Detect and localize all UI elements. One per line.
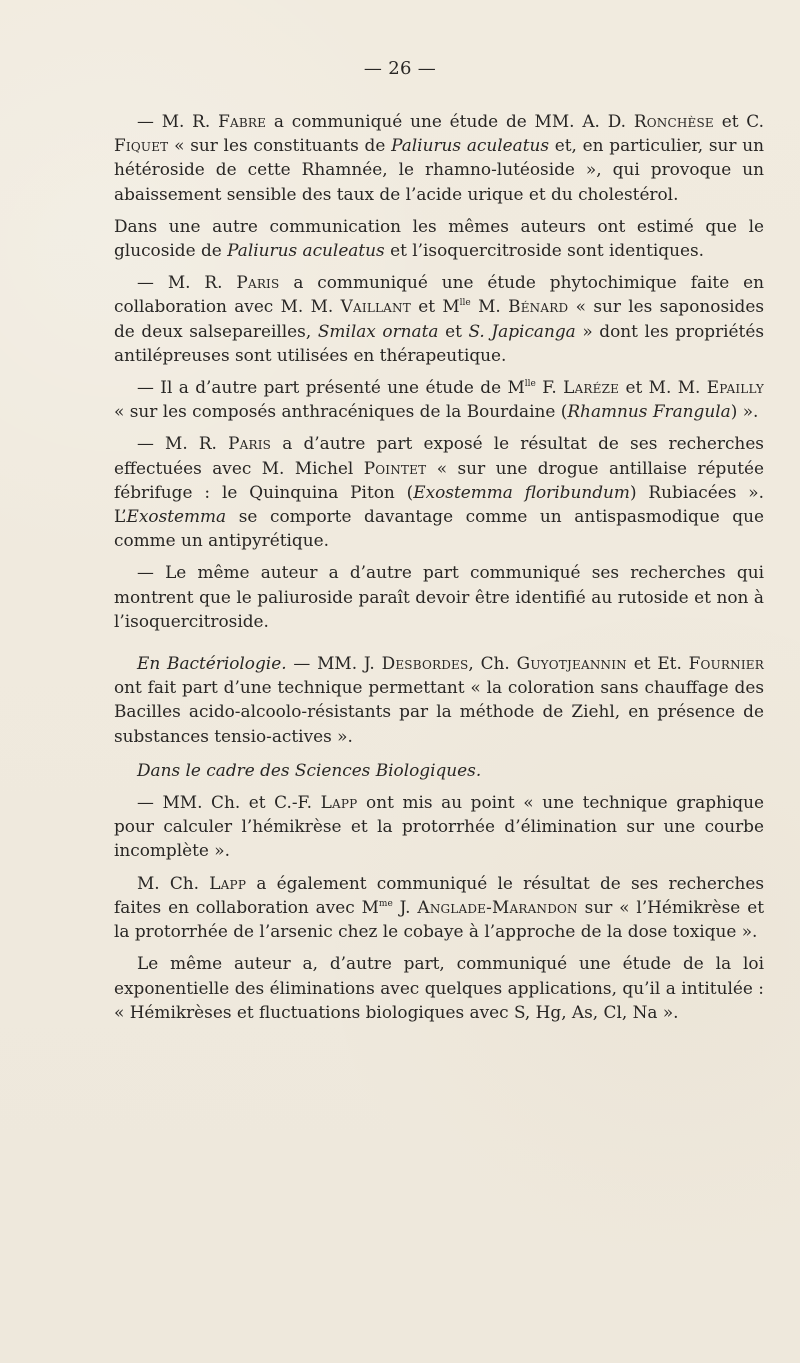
author-name: Laréze xyxy=(563,377,620,398)
paragraph-fabre-communication xyxy=(114,109,764,206)
species-name: Smilax ornata xyxy=(317,320,439,341)
paragraph-text: ) Rubiacées ». L’ xyxy=(114,481,765,527)
author-name: Paris xyxy=(228,433,272,454)
author-name: Fournier xyxy=(688,653,764,674)
paragraph-text: et l’isoquercitroside sont identiques. xyxy=(384,240,705,261)
paragraph-text: Dans une autre communication les mêmes auteurs ont estimé que le glucoside de xyxy=(114,215,764,261)
paragraph-text: M. Ch. xyxy=(137,872,210,893)
author-name: Lapp xyxy=(209,872,247,893)
paragraph-text: ) ». xyxy=(730,401,759,422)
paragraph-text: a communiqué une étude phytochimique faite en collaboration avec M. M. xyxy=(114,272,764,317)
section-heading-biological-sciences xyxy=(114,758,764,782)
author-name: Fiquet xyxy=(114,135,169,156)
paragraph-text: ont fait part d’une technique permettant « la coloration sans chauffage des Bacilles acido-alcoolo-résistants par la méthode de Ziehl, en présence de substances tensio-actives ». xyxy=(114,677,764,746)
paragraph-text: et C. xyxy=(713,111,764,131)
paragraph-text: « sur les constituants de xyxy=(168,135,392,156)
paragraph-text: et, en particulier, sur un hétéroside de cette Rhamnée, le rhamno-lutéoside », qui provoque un abaissement sensible des taux de l’acide urique et du cholestérol. xyxy=(114,135,765,204)
paragraph-dash: — xyxy=(137,111,162,131)
species-name: Paliurus aculeatus xyxy=(391,135,550,156)
paragraph-text: et M xyxy=(410,296,460,317)
paragraph-text: M. R. xyxy=(161,111,219,131)
species-name: Exostemma floribundum xyxy=(413,481,630,502)
author-name: Pointet xyxy=(363,457,427,478)
paragraph-text: — MM. J. xyxy=(286,653,382,674)
paragraph-text: a d’autre part exposé le résultat de ses recherches effectuées avec M. Michel xyxy=(114,433,764,478)
author-name: Vaillant xyxy=(340,296,411,317)
author-name: Bénard xyxy=(508,296,569,317)
paragraph-text: « sur les saponosides de deux salsepareilles, xyxy=(114,296,764,341)
honorific-superscript: me xyxy=(378,898,393,909)
paragraph-text: « sur les composés anthracéniques de la Bourdaine ( xyxy=(114,401,568,422)
paragraph-dash: — xyxy=(137,562,166,583)
paragraph-text: J. xyxy=(392,896,418,917)
honorific-superscript: lle xyxy=(524,379,536,390)
species-name: Exostemma xyxy=(126,506,227,527)
paragraph-dash: — xyxy=(137,792,163,813)
paragraph-dash: — xyxy=(137,377,161,398)
paragraph-text: » dont les propriétés antilépreuses sont utilisées en thérapeutique. xyxy=(114,320,765,365)
paragraph-text: a communiqué une étude de MM. A. D. xyxy=(266,111,634,131)
author-name: Anglade-Marandon xyxy=(417,896,578,917)
species-name: Rhamnus Frangula xyxy=(567,401,731,422)
paragraph-text: M. R. xyxy=(165,433,229,454)
paragraph-text: et Et. xyxy=(626,653,689,674)
paragraph-text: « sur une drogue antillaise réputée fébrifuge : le Quinquina Piton ( xyxy=(114,457,764,502)
species-name: Paliurus aculeatus xyxy=(227,240,385,261)
author-name: Fabre xyxy=(218,111,267,131)
paragraph-text: , Ch. xyxy=(468,653,517,674)
honorific-superscript: lle xyxy=(459,298,471,309)
paragraph-lapp-technique xyxy=(114,790,764,863)
paragraph-dash: — xyxy=(137,433,166,454)
author-name: Lapp xyxy=(320,792,358,813)
paragraph-glucoside-identity xyxy=(114,214,764,262)
section-heading: Dans le cadre des Sciences Biologiques. xyxy=(137,759,482,780)
author-name: Epailly xyxy=(706,377,764,398)
paragraph-text: MM. Ch. et C.-F. xyxy=(162,792,321,813)
paragraph-text: Le même auteur a, d’autre part, communiqué une étude de la loi exponentielle des éliminations avec quelques applications, qu’il a intitulée : « Hémikrèses et fluctuations biologiques avec S, Hg, As, Cl, Na ». xyxy=(114,953,764,1022)
species-name: S. Japicanga xyxy=(468,320,576,341)
page-number: — 26 — xyxy=(363,58,437,79)
paragraph-dash: — xyxy=(137,272,168,293)
document-body xyxy=(114,109,764,1024)
paragraph-text: Il a d’autre part présenté une étude de M xyxy=(160,377,525,398)
paragraph-bacteriology xyxy=(114,651,764,748)
paragraph-text: Le même auteur a d’autre part communiqué ses recherches qui montrent que le paliuroside paraît devoir être identifié au rutoside et non à l’isoquercitroside. xyxy=(114,562,764,631)
paragraph-paris-saponosides xyxy=(114,270,764,367)
section-gap xyxy=(114,641,764,651)
paragraph-text: F. xyxy=(535,377,564,398)
paragraph-text: et M. M. xyxy=(619,377,707,398)
author-name: Guyotjeannin xyxy=(516,653,627,674)
paragraph-paliuroside xyxy=(114,560,764,633)
paragraph-text: a également communiqué le résultat de ses recherches faites en collaboration avec M xyxy=(114,872,764,917)
author-name: Paris xyxy=(236,272,280,293)
paragraph-text: et xyxy=(438,320,469,341)
paragraph-text: M. R. xyxy=(167,272,237,293)
paragraph-exponential-law xyxy=(114,951,764,1024)
section-heading-inline: En Bactériologie. xyxy=(137,653,287,674)
paragraph-anthracenic-compounds xyxy=(114,375,764,423)
paragraph-text: M. xyxy=(470,296,509,317)
author-name: Desbordes xyxy=(381,653,469,674)
paragraph-text: sur « l’Hémikrèse et la protorrhée de l’arsenic chez le cobaye à l’approche de la dose toxique ». xyxy=(114,896,764,942)
author-name: Ronchèse xyxy=(633,111,714,131)
paragraph-quinquina-piton xyxy=(114,431,764,552)
paragraph-text: ont mis au point « une technique graphique pour calculer l’hémikrèse et la protorrhée d’élimination sur une courbe incomplète ». xyxy=(114,792,764,861)
paragraph-text: se comporte davantage comme un antispasmodique que comme un antipyrétique. xyxy=(114,506,764,551)
paragraph-arsenic-research xyxy=(114,871,764,944)
